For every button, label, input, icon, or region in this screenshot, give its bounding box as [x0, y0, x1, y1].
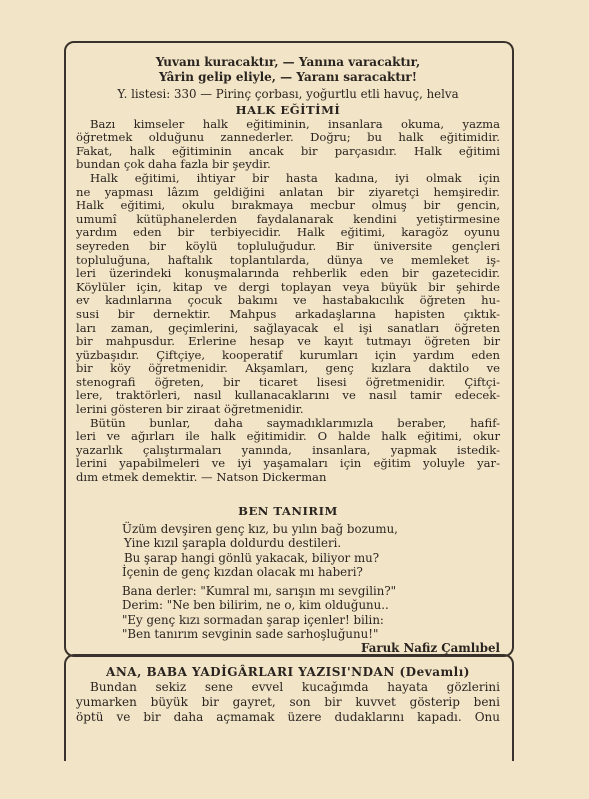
- text-line: stenografi öğreten, bir ticaret lisesi öğretmenidir. Çiftçi-: [76, 374, 500, 389]
- text-line: yumarken büyük bir gayret, son bir kuvvet gösterip beni: [76, 695, 500, 709]
- text-line: Fakat, halk eğitiminin ancak bir parçasıdır. Halk eğitimi: [76, 143, 500, 158]
- text-line: lere, traktörleri, nasıl kullanacaklarını ve nasıl tamir edecek-: [76, 388, 500, 403]
- article-ana-baba: [76, 665, 500, 725]
- text-line: Bazı kimseler halk eğitiminin, insanlara okuma, yazma: [90, 116, 500, 131]
- poem-line: "Ben tanırım sevginin sade sarhoşluğunu!": [122, 627, 379, 642]
- text-line: bundan çok daha fazla bir şeydir.: [76, 157, 271, 172]
- text-line: yardım eden bir terbiyecidir. Halk eğitimi, karagöz oyunu: [76, 225, 500, 240]
- article-title: HALK EĞİTİMİ: [235, 103, 341, 117]
- text-line: lerini gösteren bir ziraat öğretmenidir.: [76, 402, 304, 417]
- text-line: yazarlık çalıştırmaları yanında, insanlara, yapmak istedik-: [76, 442, 500, 457]
- text-line: Halk eğitimi, ihtiyar bir hasta kadına, iyi olmak için: [90, 170, 500, 185]
- text-line: Bundan sekiz sene evvel kucağımda hayata gözlerini: [90, 680, 500, 694]
- text-line: öğretmek olduğunu zannederler. Doğru; bu halk eğitimidir.: [76, 130, 500, 145]
- text-line: bir mahpusdur. Erlerine hesap ve kayıt tutmayı öğreten bir: [76, 334, 500, 349]
- article-halk-egitimi: [76, 104, 500, 485]
- poem-stanza-2: [122, 584, 512, 642]
- poem-line: Derim: "Ne ben bilirim, ne o, kim olduğunu..: [122, 598, 389, 613]
- text-line: Halk eğitimi, okulu bırakmaya mecbur olmuş bir gencin,: [76, 198, 500, 213]
- text-line: Bütün bunlar, daha saymadıklarımızla beraber, hafif-: [90, 415, 500, 430]
- text-line: topluluğuna, haftalık toplantılarda, dünya ve memleket iş-: [76, 252, 500, 267]
- text-line: seyreden bir köylü topluluğudur. Bir üniversite gençleri: [76, 238, 500, 253]
- poem-stanza-1: [122, 522, 512, 580]
- text-line: Köylüler için, kitap ve dergi toplayan veya büyük bir şehirde: [76, 279, 500, 294]
- poem-author: Faruk Nafiz Çamlıbel: [361, 641, 500, 655]
- poem-line: Bana derler: "Kumral mı, sarışın mı sevgilin?": [122, 584, 397, 598]
- text-line: leri ve ağırları ile halk eğitimidir. O halde halk eğitimi, okur: [76, 429, 500, 444]
- poem-title: BEN TANIRIM: [238, 504, 338, 518]
- text-line: ları zaman, geçimlerini, sağlayacak el işi sanatları öğreten: [76, 320, 500, 335]
- text-line: lerini yapabilmeleri ve iyi yaşamaları için eğitim yoluyle yar-: [76, 456, 500, 471]
- top-verse: [76, 55, 500, 85]
- article-title: ANA, BABA YADİGÂRLARI YAZISI'NDAN (Devamlı): [106, 665, 470, 679]
- text-line: yüzbaşıdır. Çiftçiye, kooperatif kurumları için yardım eden: [76, 347, 500, 362]
- text-line: bir köy öğretmenidir. Akşamları, genç kızlara daktilo ve: [76, 361, 500, 376]
- poem-line: Bu şarap hangi gönlü yakacak, biliyor mu?: [124, 550, 380, 565]
- poem-line: Yine kızıl şarapla doldurdu destileri.: [124, 536, 342, 551]
- text-line: ne yapması lâzım geldiğini anlatan bir ziyaretçi hemşiredir.: [76, 184, 500, 199]
- poem-line: İçenin de genç kızdan olacak mı haberi?: [122, 565, 363, 580]
- text-line: umumî kütüphanelerden faydalanarak kendini yetiştirmesine: [76, 211, 500, 226]
- verse-line: Yârin gelip eliyle, — Yaranı saracaktır!: [158, 70, 418, 84]
- text-line: ev kadınlarına çocuk bakımı ve hastabakıcılık öğreten hu-: [76, 293, 500, 308]
- poem-line: "Ey genç kızı sormadan şarap içenler! bilin:: [122, 612, 384, 627]
- text-line: öptü ve bir daha açmamak üzere dudaklarını kapadı. Onu: [76, 710, 500, 724]
- text-line: leri üzerindeki konuşmalarında rehberlik eden bir gazetecidir.: [76, 266, 500, 281]
- text-line: susi bir dernektir. Mahpus arkadaşlarına hapisten çıktık-: [76, 306, 500, 321]
- menu-line: Y. listesi: 330 — Pirinç çorbası, yoğurtlu etli havuç, helva: [117, 87, 459, 101]
- text-line: dım etmek demektir. — Natson Dickerman: [76, 470, 327, 485]
- verse-line: Yuvanı kuracaktır, — Yanına varacaktır,: [155, 55, 421, 69]
- poem-line: Üzüm devşiren genç kız, bu yılın bağ bozumu,: [122, 522, 398, 536]
